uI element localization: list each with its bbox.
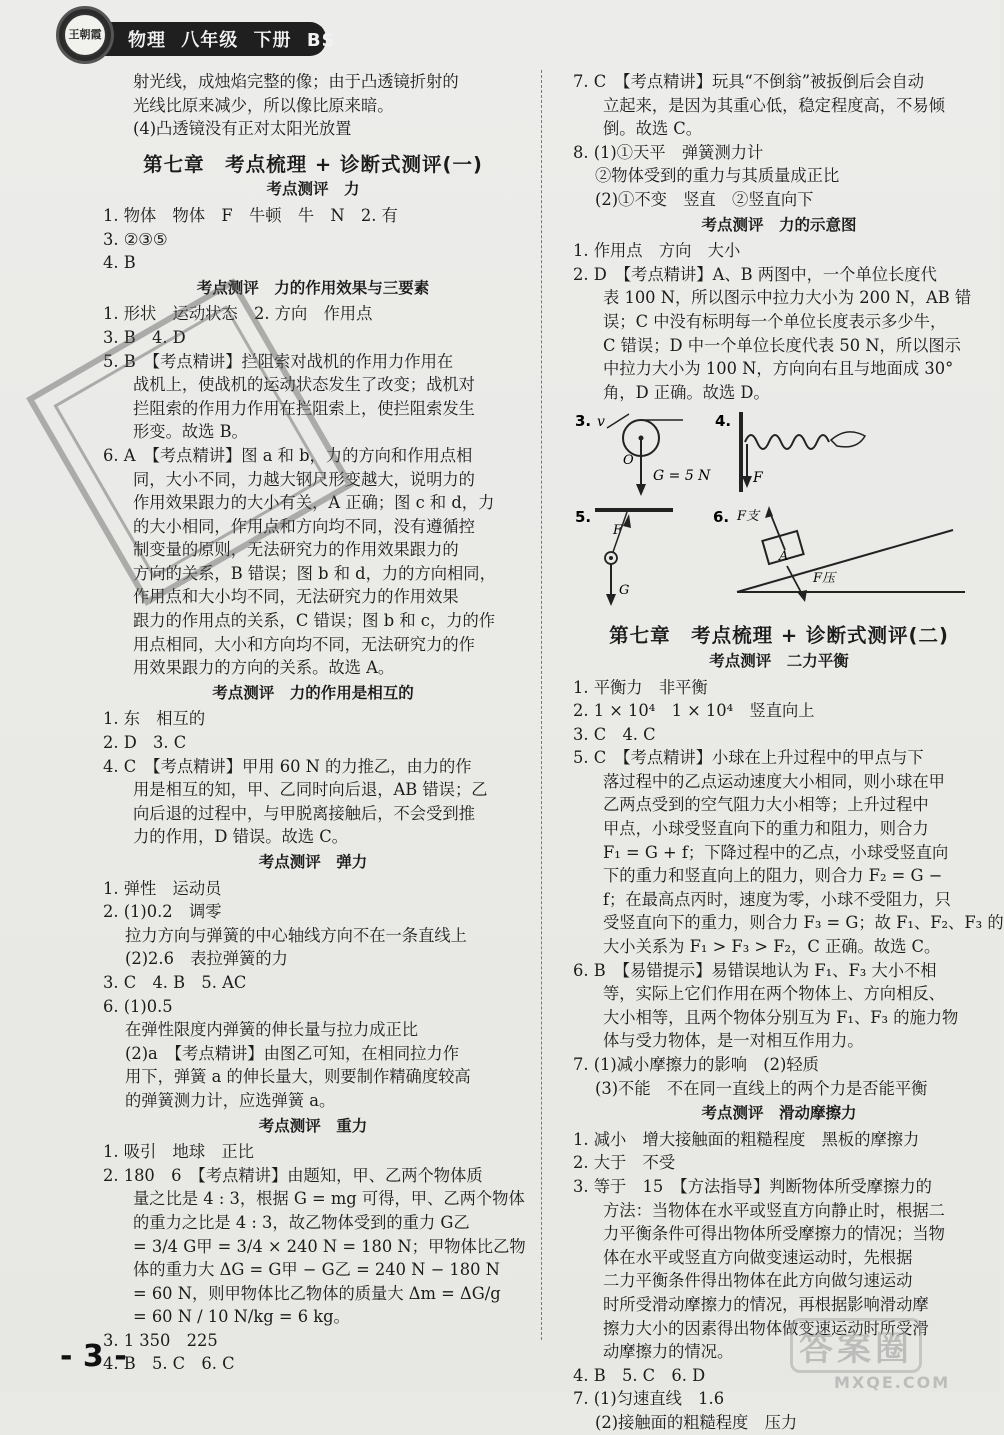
page-number: - 3 - xyxy=(60,1339,127,1374)
fig3-v-label: v xyxy=(597,414,605,431)
answer-line: 力的作用，D 错误。故选 C。 xyxy=(133,827,348,847)
answer-line: 作用效果跟力的大小有关，A 正确；图 c 和 d，力 xyxy=(133,493,495,513)
formula-line: = 60 N / 10 N/kg = 6 kg。 xyxy=(133,1307,350,1327)
fig3-arrowhead xyxy=(636,484,646,496)
fig5-number: 5. xyxy=(575,508,592,527)
answer-line: (2)2.6 表拉弹簧的力 xyxy=(125,949,288,969)
answer-line: f；在最高点丙时，速度为零，小球不受阻力，只 xyxy=(603,889,951,909)
fig4-hand xyxy=(831,432,865,447)
answer-line: 表 100 N，所以图示中拉力大小为 200 N，AB 错 xyxy=(603,288,972,308)
right-column xyxy=(573,70,1004,1435)
answer-line: 角，D 正确。故选 D。 xyxy=(603,382,770,402)
answer-line: 7. C 【考点精讲】玩具“不倒翁”被扳倒后会自动 xyxy=(573,72,925,91)
answer-line: 的弹簧测力计，应选弹簧 a。 xyxy=(125,1090,336,1110)
answer-line: 2. 180 6 【考点精讲】由题知，甲、乙两个物体质 xyxy=(103,1165,483,1185)
answer-line: 中拉力大小为 100 N，方向向右且与地面成 30° xyxy=(603,359,954,379)
answer-line: 落过程中的乙点运动速度大小相同，则小球在甲 xyxy=(603,771,945,791)
answer-line: 向后退的过程中，与甲脱离接触后，不会受到推 xyxy=(133,803,475,823)
answer-line: 的大小相同，作用点和方向均不同，没有遵循控 xyxy=(133,516,475,536)
section-title: 考点测评 力的作用效果与三要素 xyxy=(196,278,430,297)
answer-line: 二力平衡条件得出物体在此方向做匀速运动 xyxy=(603,1271,913,1291)
fig3-number: 3. xyxy=(575,412,592,431)
answer-line: 用效果跟力的方向的关系。故选 A。 xyxy=(133,658,395,678)
answer-line: 用下，弹簧 a 的伸长量大，则要制作精确度较高 xyxy=(125,1067,471,1087)
answer-line: 2. 1 × 10⁴ 1 × 10⁴ 竖直向上 xyxy=(573,701,815,721)
watermark-logo: 答案圈 xyxy=(790,1318,922,1373)
answer-line: 动摩擦力的情况。 xyxy=(603,1342,734,1362)
answer-line: 7. (1)匀速直线 1.6 xyxy=(573,1389,725,1409)
answer-line: 4. C 【考点精讲】甲用 60 N 的力推乙，由力的作 xyxy=(103,756,472,776)
answer-line: 力平衡条件可得出物体所受摩擦力的情况；当物 xyxy=(603,1224,945,1244)
answer-line: (2)接触面的粗糙程度 压力 xyxy=(595,1412,798,1432)
figure-row-1 xyxy=(573,404,985,504)
section-title: 考点测评 力 xyxy=(266,180,360,199)
answer-line: 乙两点受到的空气阻力大小相等；上升过程中 xyxy=(603,795,929,815)
answer-line: 时所受滑动摩擦力的情况，再根据影响滑动摩 xyxy=(603,1294,929,1314)
fig4-f-label: F xyxy=(753,470,763,487)
answer-line: 7. (1)减小摩擦力的影响 (2)轻质 xyxy=(573,1055,819,1074)
fig6-fp-label: F压 xyxy=(813,571,836,587)
answer-line: C 错误；D 中一个单位长度代表 50 N，所以图示 xyxy=(603,335,961,355)
answer-line: 8. (1)①天平 弹簧测力计 xyxy=(573,142,764,162)
answer-line: 甲点，小球受竖直向下的重力和阻力，则合力 xyxy=(603,819,929,839)
fig4-arrowhead xyxy=(742,476,752,488)
fig6-number: 6. xyxy=(713,508,730,527)
column-divider xyxy=(541,70,542,1340)
fig6-fn-label: F支 xyxy=(737,509,760,525)
answer-line: 制变量的原则，无法研究力的作用效果跟力的 xyxy=(133,540,459,560)
answer-line: 量之比是 4 : 3，根据 G = mg 可得，甲、乙两个物体 xyxy=(133,1189,525,1209)
fig4-spring xyxy=(745,435,829,449)
site-watermark xyxy=(790,1318,990,1392)
answer-line: 4. B 5. C 6. C xyxy=(103,1354,235,1374)
section-title: 考点测评 力的作用是相互的 xyxy=(212,683,414,702)
answer-line: F₁ = G + f；下降过程中的乙点，小球受竖直向 xyxy=(603,842,949,862)
answer-line: 6. B 【易错提示】易错误地认为 F₁、F₃ 大小不相 xyxy=(573,960,937,980)
intro-line: (4)凸透镜没有正对太阳光放置 xyxy=(133,119,352,139)
intro-line: 光线比原来减少，所以像比原来暗。 xyxy=(133,95,394,115)
answer-line: 立起来，是因为其重心低，稳定程度高，不易倾 xyxy=(603,95,945,115)
answer-line: 3. ②③⑤ xyxy=(103,229,168,249)
header-subject: 物理 xyxy=(128,30,166,51)
answer-line: 方向的关系，B 错误；图 b 和 d，力的方向相同， xyxy=(133,563,496,583)
fig5-arrowhead xyxy=(606,594,616,606)
answer-line: (2)①不变 竖直 ②竖直向下 xyxy=(595,189,814,209)
fig6-a-label: A xyxy=(779,549,789,565)
answer-line: 1. 东 相互的 xyxy=(103,709,206,729)
section-title: 考点测评 重力 xyxy=(258,1116,368,1135)
answer-line: 2. (1)0.2 调零 xyxy=(103,902,222,922)
figure-row-2 xyxy=(573,504,985,612)
section-title: 考点测评 力的示意图 xyxy=(701,215,857,234)
formula-line: = 60 N，则甲物体比乙物体的质量大 Δm = ΔG/g xyxy=(133,1283,501,1303)
answer-line: 作用点和大小均不同，无法研究力的作用效果 xyxy=(133,587,459,607)
answer-line: 擦力大小的因素得出物体做变速运动时所受滑 xyxy=(603,1318,929,1338)
answer-line: 2. 大于 不受 xyxy=(573,1153,676,1173)
answer-line: 3. C 4. B 5. AC xyxy=(103,972,247,992)
answer-line: 3. C 4. C xyxy=(573,724,656,744)
intro-line: 射光线，成烛焰完整的像；由于凸透镜折射的 xyxy=(133,72,459,91)
answer-line: 用点相同，大小和方向均不同，无法研究力的作 xyxy=(133,634,475,654)
answer-line: 体在水平或竖直方向做变速运动时，先根据 xyxy=(603,1247,913,1267)
fig6-pressure-arrowhead xyxy=(797,590,807,602)
left-column xyxy=(103,70,526,1376)
answer-line: 跟力的作用点的关系，C 错误；图 b 和 c，力的作 xyxy=(133,611,496,631)
answer-line: 5. B 【考点精讲】拦阻索对战机的作用力作用在 xyxy=(103,351,454,371)
answer-line: ②物体受到的重力与其质量成正比 xyxy=(595,166,840,186)
fig5-center xyxy=(609,556,613,560)
chapter-title: 第七章 考点梳理 + 诊断式测评(二) xyxy=(609,624,949,648)
answer-line: 体与受力物体，是一对相互作用力。 xyxy=(603,1031,864,1051)
fig5-f-label: F xyxy=(613,523,623,539)
answer-line: 大小相等，且两个物体分别互为 F₁、F₃ 的施力物 xyxy=(603,1007,959,1027)
fig5-g-label: G xyxy=(619,583,630,599)
answer-line: 3. 等于 15 【方法指导】判断物体所受摩擦力的 xyxy=(573,1176,932,1196)
answer-line: 3. B 4. D xyxy=(103,327,186,347)
answer-line: 6. (1)0.5 xyxy=(103,996,173,1016)
answer-line: 倒。故选 C。 xyxy=(603,119,703,139)
answer-line: 的重力之比是 4 : 3，故乙物体受到的重力 G乙 xyxy=(133,1212,470,1232)
answer-line: 战机上，使战机的运动状态发生了改变；战机对 xyxy=(133,375,475,395)
answer-line: 1. 形状 运动状态 2. 方向 作用点 xyxy=(103,304,373,324)
answer-line: 受竖直向下的重力，则合力 F₃ = G；故 F₁、F₂、F₃ 的 xyxy=(603,913,1004,933)
answer-line: 2. D 【考点精讲】A、B 两图中，一个单位长度代 xyxy=(573,264,937,284)
answer-line: 下的重力和竖直向上的阻力，则合力 F₂ = G − xyxy=(603,866,943,886)
header-title xyxy=(128,26,344,52)
answer-line: (3)不能 不在同一直线上的两个力是否能平衡 xyxy=(595,1078,928,1098)
answer-line: 形变。故选 B。 xyxy=(133,422,248,442)
section-title: 考点测评 滑动摩擦力 xyxy=(701,1104,857,1123)
answer-line: 1. 弹性 运动员 xyxy=(103,878,222,898)
section-title: 考点测评 弹力 xyxy=(258,853,368,871)
answer-line: 用是相互的知，甲、乙同时向后退，AB 错误；乙 xyxy=(133,780,488,800)
publisher-logo xyxy=(56,6,114,64)
answer-line: 1. 平衡力 非平衡 xyxy=(573,677,708,697)
answer-line: 大小关系为 F₁ > F₃ > F₂，C 正确。故选 C。 xyxy=(603,937,941,957)
force-diagrams-3-4 xyxy=(573,404,985,504)
fig3-o-label: O xyxy=(623,453,634,469)
answer-line: 误；C 中没有标明每一个单位长度表示多少牛， xyxy=(603,311,947,331)
formula-line: 体的重力大 ΔG = G甲 − G乙 = 240 N − 180 N xyxy=(133,1260,500,1280)
watermark-url: MXQE.COM xyxy=(834,1373,951,1392)
fig3-velocity-line xyxy=(607,414,629,428)
fig6-normal-arrowhead xyxy=(765,506,773,518)
fig3-g-label: G = 5 N xyxy=(653,468,711,485)
answer-line: 方法：当物体在水平或竖直方向静止时，根据二 xyxy=(603,1200,945,1220)
answer-line: 拉力方向与弹簧的中心轴线方向不在一条直线上 xyxy=(125,925,467,945)
answer-line: 在弹性限度内弹簧的伸长量与拉力成正比 xyxy=(125,1020,419,1040)
header-volume: 下册 xyxy=(253,30,292,51)
answer-line: 5. C 【考点精讲】小球在上升过程中的甲点与下 xyxy=(573,748,924,768)
answer-line: 拦阻索的作用力作用在拦阻索上，使拦阻索发生 xyxy=(133,398,475,418)
answer-line: (2)a 【考点精讲】由图乙可知，在相同拉力作 xyxy=(125,1043,459,1063)
section-title: 考点测评 二力平衡 xyxy=(709,651,849,670)
answer-line: 4. B xyxy=(103,253,136,273)
answer-line: 同，大小不同，力越大钢尺形变越大，说明力的 xyxy=(133,469,475,489)
answer-line: 1. 吸引 地球 正比 xyxy=(103,1142,254,1162)
formula-line: = 3/4 G甲 = 3/4 × 240 N = 180 N；甲物体比乙物 xyxy=(133,1236,526,1256)
answer-line: 6. A 【考点精讲】图 a 和 b，力的方向和作用点相 xyxy=(103,445,473,465)
answer-line: 1. 物体 物体 F 牛顿 牛 N 2. 有 xyxy=(103,205,398,225)
answer-line: 2. D 3. C xyxy=(103,733,187,753)
answer-line: 4. B 5. C 6. D xyxy=(573,1365,706,1385)
answer-line: 3. 1 350 225 xyxy=(103,1330,218,1350)
logo-text: 王朝霞 xyxy=(63,13,107,57)
header-edition: BS xyxy=(306,30,336,51)
answer-line: 1. 作用点 方向 大小 xyxy=(573,241,741,261)
answer-line: 1. 减小 增大接触面的粗糙程度 黑板的摩擦力 xyxy=(573,1129,920,1149)
header-grade: 八年级 xyxy=(181,30,239,51)
chapter-title: 第七章 考点梳理 + 诊断式测评(一) xyxy=(143,152,483,176)
answer-line: 等，实际上它们作用在两个物体上、方向相反、 xyxy=(603,984,945,1004)
force-diagrams-5-6 xyxy=(573,504,985,612)
fig4-number: 4. xyxy=(715,412,732,431)
